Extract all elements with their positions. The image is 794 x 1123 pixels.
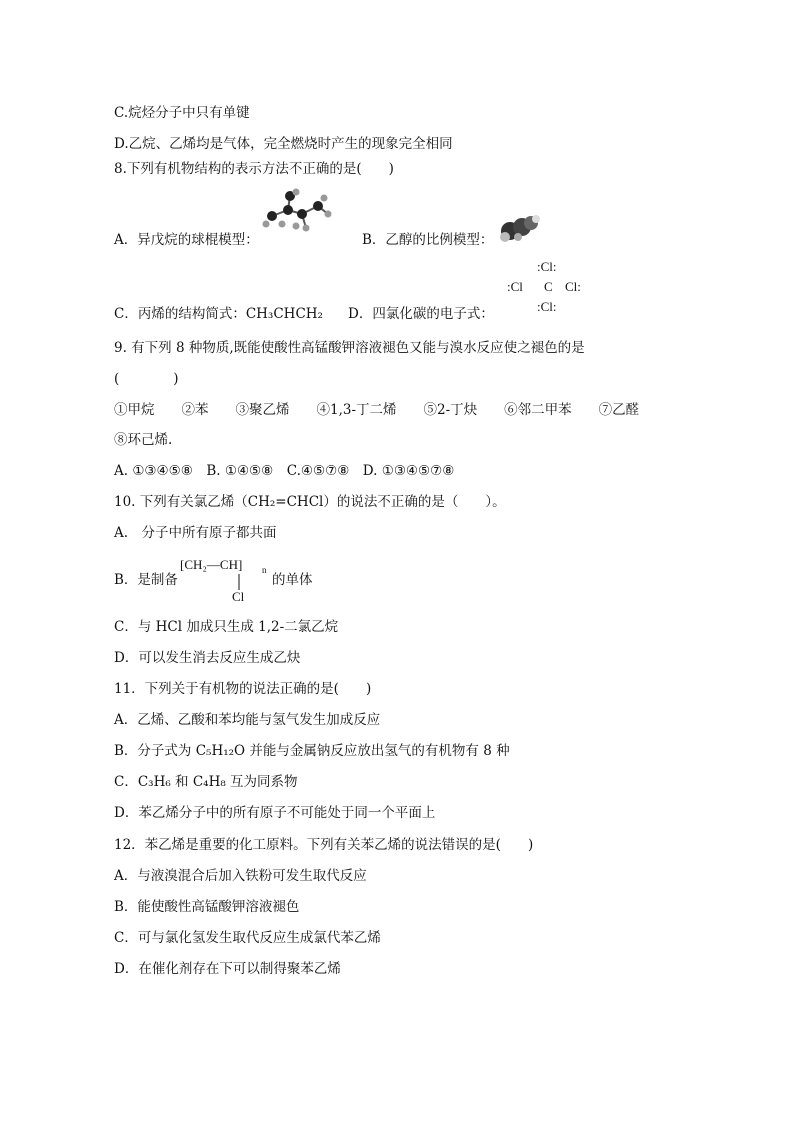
polyvinyl-chloride-formula <box>176 553 276 605</box>
ccl4-carbon: C <box>544 279 553 294</box>
q8-option-a: A．异戊烷的球棍模型： <box>114 232 259 248</box>
q8-option-d: D．四氯化碳的电子式： <box>348 306 494 322</box>
q9-stem: 9. 有下列 8 种物质,既能使酸性高锰酸钾溶液褪色又能与溴水反应使之褪色的是 <box>114 340 585 356</box>
q10-stem: 10. 下列有关氯乙烯（CH₂=CHCl）的说法不正确的是（ ）。 <box>114 494 506 510</box>
q10-option-a: A. 分子中所有原子都共面 <box>114 525 277 541</box>
q12-option-c: C．可与氯化氢发生取代反应生成氯代苯乙烯 <box>114 930 381 946</box>
polymer-bond-line <box>238 574 242 590</box>
q12-stem: 12．苯乙烯是重要的化工原料。下列有关苯乙烯的说法错误的是( ) <box>114 837 534 853</box>
q8-option-b: B．乙醇的比例模型： <box>362 232 494 248</box>
q12-option-a: A．与液溴混合后加入铁粉可发生取代反应 <box>114 868 367 884</box>
q10-option-c: C．与 HCl 加成只生成 1,2-二氯乙烷 <box>114 619 339 635</box>
q9-substance-list: ①甲烷 ②苯 ③聚乙烯 ④1,3-丁二烯 ⑤2-丁炔 ⑥邻二甲苯 ⑦乙醛 <box>114 402 640 418</box>
q12-option-b: B．能使酸性高锰酸钾溶液褪色 <box>114 899 300 915</box>
isopentane-ball-stick-model <box>262 188 334 238</box>
q7-option-c: C.烷烃分子中只有单键 <box>114 105 250 121</box>
ccl4-cl-left: :Cl <box>507 279 523 294</box>
ccl4-cl-bottom: :Cl: <box>537 299 557 314</box>
q8-stem: 8.下列有机物结构的表示方法不正确的是( ) <box>114 161 394 177</box>
q11-stem: 11．下列关于有机物的说法正确的是( ) <box>114 681 372 697</box>
q11-option-c: C．C₃H₆ 和 C₄H₈ 互为同系物 <box>114 774 298 790</box>
q11-option-b: B．分子式为 C₅H₁₂O 并能与金属钠反应放出氢气的有机物有 8 种 <box>114 743 510 759</box>
polymer-chlorine-branch: Cl <box>232 589 245 604</box>
ccl4-electron-dot-formula <box>503 257 595 317</box>
ccl4-cl-top: :Cl: <box>537 259 557 274</box>
q11-option-d: D．苯乙烯分子中的所有原子不可能处于同一个平面上 <box>114 805 436 821</box>
q10-option-b-suffix: 的单体 <box>272 572 313 588</box>
q7-option-d: D.乙烷、乙烯均是气体，完全燃烧时产生的现象完全相同 <box>114 136 453 152</box>
polymer-subscript-n: n <box>262 565 267 575</box>
q9-options: A. ①③④⑤⑧ B. ①④⑤⑧ C.④⑤⑦⑧ D. ①③④⑤⑦⑧ <box>114 463 455 479</box>
q10-option-b-prefix: B．是制备 <box>114 572 178 588</box>
q9-answer-blank: ( ) <box>114 371 179 387</box>
ccl4-cl-right: Cl: <box>565 279 581 294</box>
q11-option-a: A．乙烯、乙酸和苯均能与氢气发生加成反应 <box>114 712 381 728</box>
polymer-repeat-unit: [CH₂—CH] <box>180 557 243 572</box>
q9-substance-list-cont: ⑧环己烯. <box>114 432 173 448</box>
q10-option-d: D．可以发生消去反应生成乙炔 <box>114 650 301 666</box>
ethanol-space-filling-model <box>498 213 540 243</box>
q12-option-d: D．在催化剂存在下可以制得聚苯乙烯 <box>114 961 341 977</box>
q8-option-c: C．丙烯的结构简式：CH₃CHCH₂ <box>114 306 323 322</box>
